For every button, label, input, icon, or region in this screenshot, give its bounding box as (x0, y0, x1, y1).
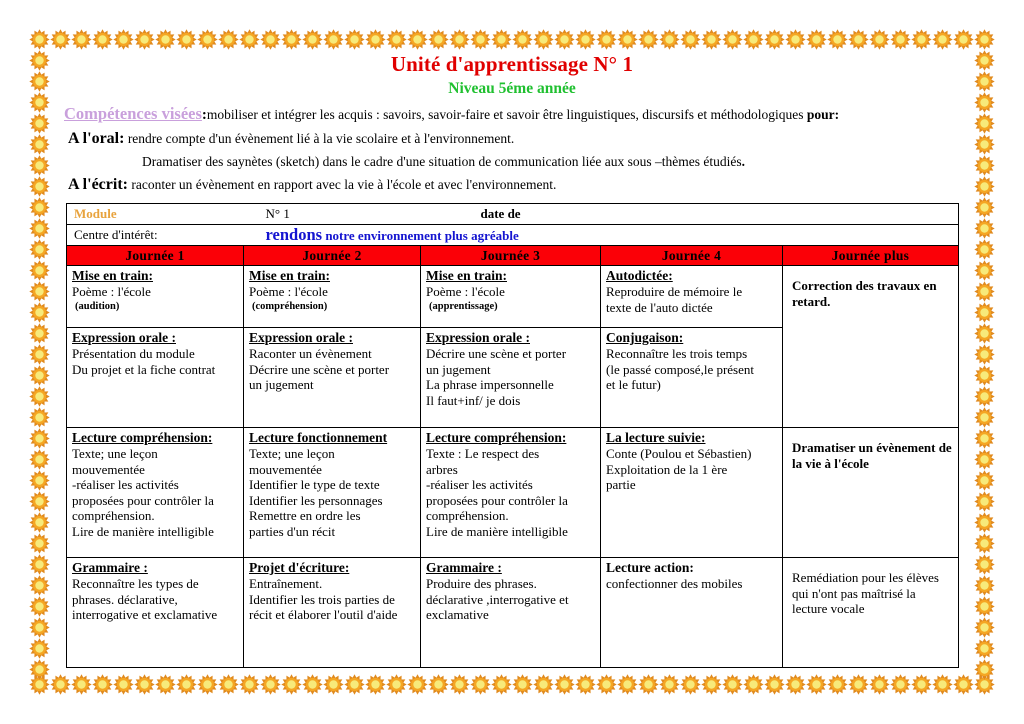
cell-line: compréhension. (72, 508, 155, 523)
cell-title: Lecture compréhension: (426, 430, 567, 445)
cell-line: récit et élaborer l'outil d'aide (249, 607, 398, 622)
sun-icon (407, 674, 428, 695)
column-header-label: Journée plus (831, 248, 910, 263)
column-header-journee-1 (67, 246, 244, 266)
cell-line: déclarative ,interrogative et (426, 591, 569, 607)
sun-icon (29, 302, 50, 323)
cell-title: Mise en train: (426, 268, 507, 283)
sun-icon (974, 281, 995, 302)
cell-mise-en-train-col3 (421, 266, 601, 328)
column-header-journee-3 (421, 246, 601, 266)
sun-icon (29, 239, 50, 260)
competences-label: Compétences visées (64, 104, 202, 123)
dramatiser-text: Dramatiser des saynètes (sketch) dans le cadre d'une situation de communication liée aux sous –thèmes étudiés (142, 154, 742, 169)
sun-icon (974, 134, 995, 155)
cell-line: parties d'un récit (249, 523, 336, 539)
cell-title: Conjugaison: (606, 330, 684, 345)
cell-line: Identifier le type de texte (249, 477, 380, 492)
cell-line: Reconnaître les trois temps (606, 346, 748, 361)
sun-icon (365, 674, 386, 695)
sun-icon (50, 674, 71, 695)
cell-line: et le futur) (606, 377, 661, 392)
cell-title: Mise en train: (72, 268, 153, 283)
page-subtitle: Niveau 5éme année (448, 80, 576, 97)
cell-grammaire-col3 (421, 558, 601, 668)
cell-expression-orale-col1 (67, 328, 244, 428)
centre-interet-value (244, 224, 959, 246)
cell-line: Décrire une scène et porter (426, 346, 567, 361)
cell-line: Poème : l'école (249, 284, 328, 299)
cell-title: Lecture compréhension: (72, 430, 213, 445)
sun-icon (638, 674, 659, 695)
cell-line: Entraînement. (249, 576, 323, 591)
cell-title: Expression orale : (426, 330, 530, 345)
column-header-label: Journée 3 (480, 248, 541, 263)
ecrit-text: raconter un évènement en rapport avec la vie à l'école et avec l'environnement. (127, 177, 557, 192)
sun-icon (134, 674, 155, 695)
cell-grammaire-journee-plus (783, 558, 959, 668)
cell-lecture-col2 (244, 428, 421, 558)
sun-icon (827, 674, 848, 695)
sun-icon (974, 71, 995, 92)
sun-icon (449, 674, 470, 695)
competences-line (64, 105, 966, 124)
column-header-label: Journée 4 (661, 248, 722, 263)
cell-title: La lecture suivie: (606, 430, 706, 445)
sun-icon (554, 674, 575, 695)
sun-icon (260, 674, 281, 695)
cell-line: Identifier les personnages (249, 492, 383, 508)
cell-expression-orale-col3 (421, 328, 601, 428)
cell-line: arbres (426, 461, 458, 477)
cell-line: proposées pour contrôler la (72, 492, 214, 508)
sun-icon (29, 344, 50, 365)
sun-icon (974, 617, 995, 638)
cell-line: Reconnaître les types de (72, 576, 199, 591)
sun-icon (29, 428, 50, 449)
cell-note: (compréhension) (252, 300, 328, 312)
sun-icon (113, 674, 134, 695)
cell-expression-orale-col2 (244, 328, 421, 428)
cell-lecture-col1 (67, 428, 244, 558)
sun-icon (491, 674, 512, 695)
sun-icon (29, 449, 50, 470)
sun-icon (92, 674, 113, 695)
sun-icon (743, 674, 764, 695)
cell-line: (le passé composé,le présent (606, 361, 755, 377)
sun-icon (29, 638, 50, 659)
sun-icon (974, 218, 995, 239)
oral-text: rendre compte d'un évènement lié à la vie scolaire et à l'environnement. (124, 131, 515, 146)
column-header-label: Journée 1 (125, 248, 185, 263)
module-label: Module (67, 204, 244, 225)
cell-line: Il faut+inf/ je dois (426, 392, 521, 408)
sun-icon (197, 674, 218, 695)
sun-icon (29, 470, 50, 491)
sun-icon (29, 659, 50, 680)
sun-icon (974, 302, 995, 323)
sun-icon (575, 674, 596, 695)
sun-icon (974, 407, 995, 428)
sun-icon (974, 239, 995, 260)
cell-line: phrases. déclarative, (72, 591, 178, 607)
sun-icon (29, 533, 50, 554)
cell-line: mouvementée (249, 461, 322, 477)
cell-title: Grammaire : (72, 560, 148, 575)
cell-line: Reproduire de mémoire le (606, 284, 743, 299)
cell-line: Décrire une scène et porter (249, 361, 390, 377)
cell-title: Lecture fonctionnement (249, 430, 388, 445)
sun-icon (974, 29, 995, 50)
cell-mise-en-train-col2 (244, 266, 421, 328)
module-date-label: date de (421, 204, 959, 225)
cell-line: -réaliser les activités (426, 477, 533, 492)
cell-expression-orale-col4 (601, 328, 783, 428)
sun-icon (974, 674, 995, 695)
cell-line: Conte (Poulou et Sébastien) (606, 446, 752, 461)
competences-text: mobiliser et intégrer les acquis : savoirs, savoir-faire et savoir être linguistiques, discursifs et méthodologiques (206, 107, 807, 122)
sun-icon (29, 512, 50, 533)
sun-icon (29, 323, 50, 344)
ecrit-line (68, 176, 966, 193)
sun-icon (29, 674, 50, 695)
column-header-label: Journée 2 (302, 248, 362, 263)
sun-icon (29, 218, 50, 239)
column-header-journee-5 (783, 246, 959, 266)
oral-line (68, 130, 966, 147)
cell-lecture-journee-plus (783, 428, 959, 558)
sun-icon (302, 674, 323, 695)
sun-icon (386, 674, 407, 695)
cell-line: -réaliser les activités (72, 477, 179, 492)
sun-icon (617, 674, 638, 695)
sun-icon (71, 674, 92, 695)
sun-icon (869, 674, 890, 695)
sun-icon (974, 554, 995, 575)
cell-line: Texte : Le respect des (426, 446, 540, 461)
column-header-journee-4 (601, 246, 783, 266)
document-content (58, 46, 966, 666)
cell-line: Raconter un évènement (249, 346, 372, 361)
cell-line: proposées pour contrôler la (426, 492, 568, 508)
sun-icon (344, 674, 365, 695)
cell-text: Remédiation pour les élèves qui n'ont pas maîtrisé la lecture vocale (792, 570, 939, 616)
cell-line: Lire de manière intelligible (426, 523, 568, 539)
sun-icon (974, 197, 995, 218)
sun-icon (974, 50, 995, 71)
cell-title: Lecture action: (606, 560, 694, 575)
sun-icon (974, 449, 995, 470)
cell-line: Texte; une leçon (72, 446, 158, 461)
sun-icon (659, 674, 680, 695)
page-title: Unité d'apprentissage N° 1 (390, 52, 634, 76)
sun-icon (29, 29, 50, 50)
cell-line: Remettre en ordre les (249, 508, 361, 523)
cell-line: un jugement (249, 377, 314, 392)
sun-icon (722, 674, 743, 695)
table-row (67, 266, 959, 328)
sun-icon (155, 674, 176, 695)
sun-icon (890, 674, 911, 695)
sun-icon (785, 674, 806, 695)
sun-icon (29, 617, 50, 638)
oral-label: A l'oral: (68, 130, 125, 147)
sun-icon (29, 596, 50, 617)
sun-icon (680, 674, 701, 695)
dramatiser-line (142, 153, 966, 170)
sun-icon (428, 674, 449, 695)
cell-note: (apprentissage) (429, 300, 498, 312)
cell-line: interrogative et exclamative (72, 607, 218, 622)
sun-icon (29, 554, 50, 575)
sun-icon (239, 674, 260, 695)
sun-icon (29, 491, 50, 512)
sun-icon (974, 638, 995, 659)
competences-suffix: pour: (806, 107, 840, 122)
sun-icon (29, 113, 50, 134)
cell-line: exclamative (426, 607, 489, 622)
cell-grammaire-col1 (67, 558, 244, 668)
module-numero: N° 1 (244, 204, 421, 225)
cell-line: Identifier les trois parties de (249, 591, 395, 607)
cell-title: Grammaire : (426, 560, 502, 575)
sun-icon (974, 386, 995, 407)
centre-interet-label: Centre d'intérêt: (67, 224, 244, 246)
cell-title: Expression orale : (72, 330, 176, 345)
sun-icon (701, 674, 722, 695)
sun-icon (974, 512, 995, 533)
dramatiser-period: . (741, 154, 745, 169)
cell-mise-en-train-journee-plus (783, 266, 959, 428)
sun-icon (911, 674, 932, 695)
competences-colon: : (201, 107, 207, 123)
cell-title: Mise en train: (249, 268, 330, 283)
cell-title: Projet d'écriture: (249, 560, 350, 575)
sun-border-left (29, 50, 50, 680)
sun-icon (176, 674, 197, 695)
journee-header-row (67, 246, 959, 266)
centre-value-rest: notre environnement plus agréable (322, 227, 519, 243)
sun-icon (974, 92, 995, 113)
sun-icon (533, 674, 554, 695)
sun-border-right (974, 50, 995, 680)
sun-icon (29, 407, 50, 428)
sun-icon (974, 323, 995, 344)
sun-border-bottom (29, 674, 995, 695)
cell-grammaire-col2 (244, 558, 421, 668)
cell-line: Produire des phrases. (426, 576, 537, 591)
sun-icon (806, 674, 827, 695)
sun-icon (29, 92, 50, 113)
sun-icon (29, 155, 50, 176)
table-row (67, 558, 959, 668)
cell-note: (audition) (75, 300, 120, 312)
cell-title: Expression orale : (249, 330, 353, 345)
sun-icon (974, 428, 995, 449)
sun-icon (953, 674, 974, 695)
cell-lecture-col4 (601, 428, 783, 558)
cell-line: Texte; une leçon (249, 446, 335, 461)
sun-icon (29, 134, 50, 155)
column-header-journee-2 (244, 246, 421, 266)
sun-icon (974, 155, 995, 176)
weekly-plan-table (66, 203, 959, 668)
sun-icon (764, 674, 785, 695)
cell-mise-en-train-col4 (601, 266, 783, 328)
sun-icon (974, 260, 995, 281)
module-row (67, 204, 959, 225)
cell-line: Du projet et la fiche contrat (72, 361, 216, 377)
sun-icon (29, 260, 50, 281)
sun-icon (974, 176, 995, 197)
cell-line: mouvementée (72, 461, 145, 477)
sun-icon (29, 386, 50, 407)
sun-icon (974, 470, 995, 491)
sun-icon (29, 575, 50, 596)
cell-line: Poème : l'école (426, 284, 505, 299)
cell-line: Présentation du module (72, 346, 195, 361)
sun-icon (596, 674, 617, 695)
cell-line: un jugement (426, 361, 491, 377)
cell-line: partie (606, 477, 636, 492)
sun-icon (974, 659, 995, 680)
cell-mise-en-train-col1 (67, 266, 244, 328)
sun-icon (29, 176, 50, 197)
cell-line: compréhension. (426, 508, 509, 523)
cell-line: La phrase impersonnelle (426, 377, 554, 392)
sun-icon (932, 674, 953, 695)
sun-icon (323, 674, 344, 695)
sun-icon (29, 50, 50, 71)
sun-icon (974, 575, 995, 596)
sun-icon (29, 281, 50, 302)
cell-line: Exploitation de la 1 ère (606, 461, 728, 477)
sun-icon (218, 674, 239, 695)
sun-icon (974, 596, 995, 617)
table-row (67, 428, 959, 558)
sun-icon (974, 344, 995, 365)
sun-icon (281, 674, 302, 695)
sun-icon (29, 365, 50, 386)
sun-icon (29, 197, 50, 218)
cell-text: Correction des travaux en retard. (792, 278, 937, 309)
ecrit-label: A l'écrit: (68, 176, 128, 193)
sun-icon (974, 491, 995, 512)
cell-line: texte de l'auto dictée (606, 299, 713, 315)
sun-icon (974, 365, 995, 386)
sun-icon (470, 674, 491, 695)
cell-lecture-col3 (421, 428, 601, 558)
cell-text: Dramatiser un évènement de la vie à l'école (792, 440, 952, 471)
cell-line: confectionner des mobiles (606, 576, 743, 591)
cell-line: Lire de manière intelligible (72, 523, 214, 539)
cell-grammaire-col4 (601, 558, 783, 668)
cell-line: Poème : l'école (72, 284, 151, 299)
sun-icon (848, 674, 869, 695)
centre-interet-row (67, 224, 959, 246)
centre-value-first: rendons (265, 224, 323, 244)
sun-icon (974, 113, 995, 134)
sun-icon (512, 674, 533, 695)
cell-title: Autodictée: (606, 268, 673, 283)
sun-icon (974, 533, 995, 554)
sun-icon (29, 71, 50, 92)
